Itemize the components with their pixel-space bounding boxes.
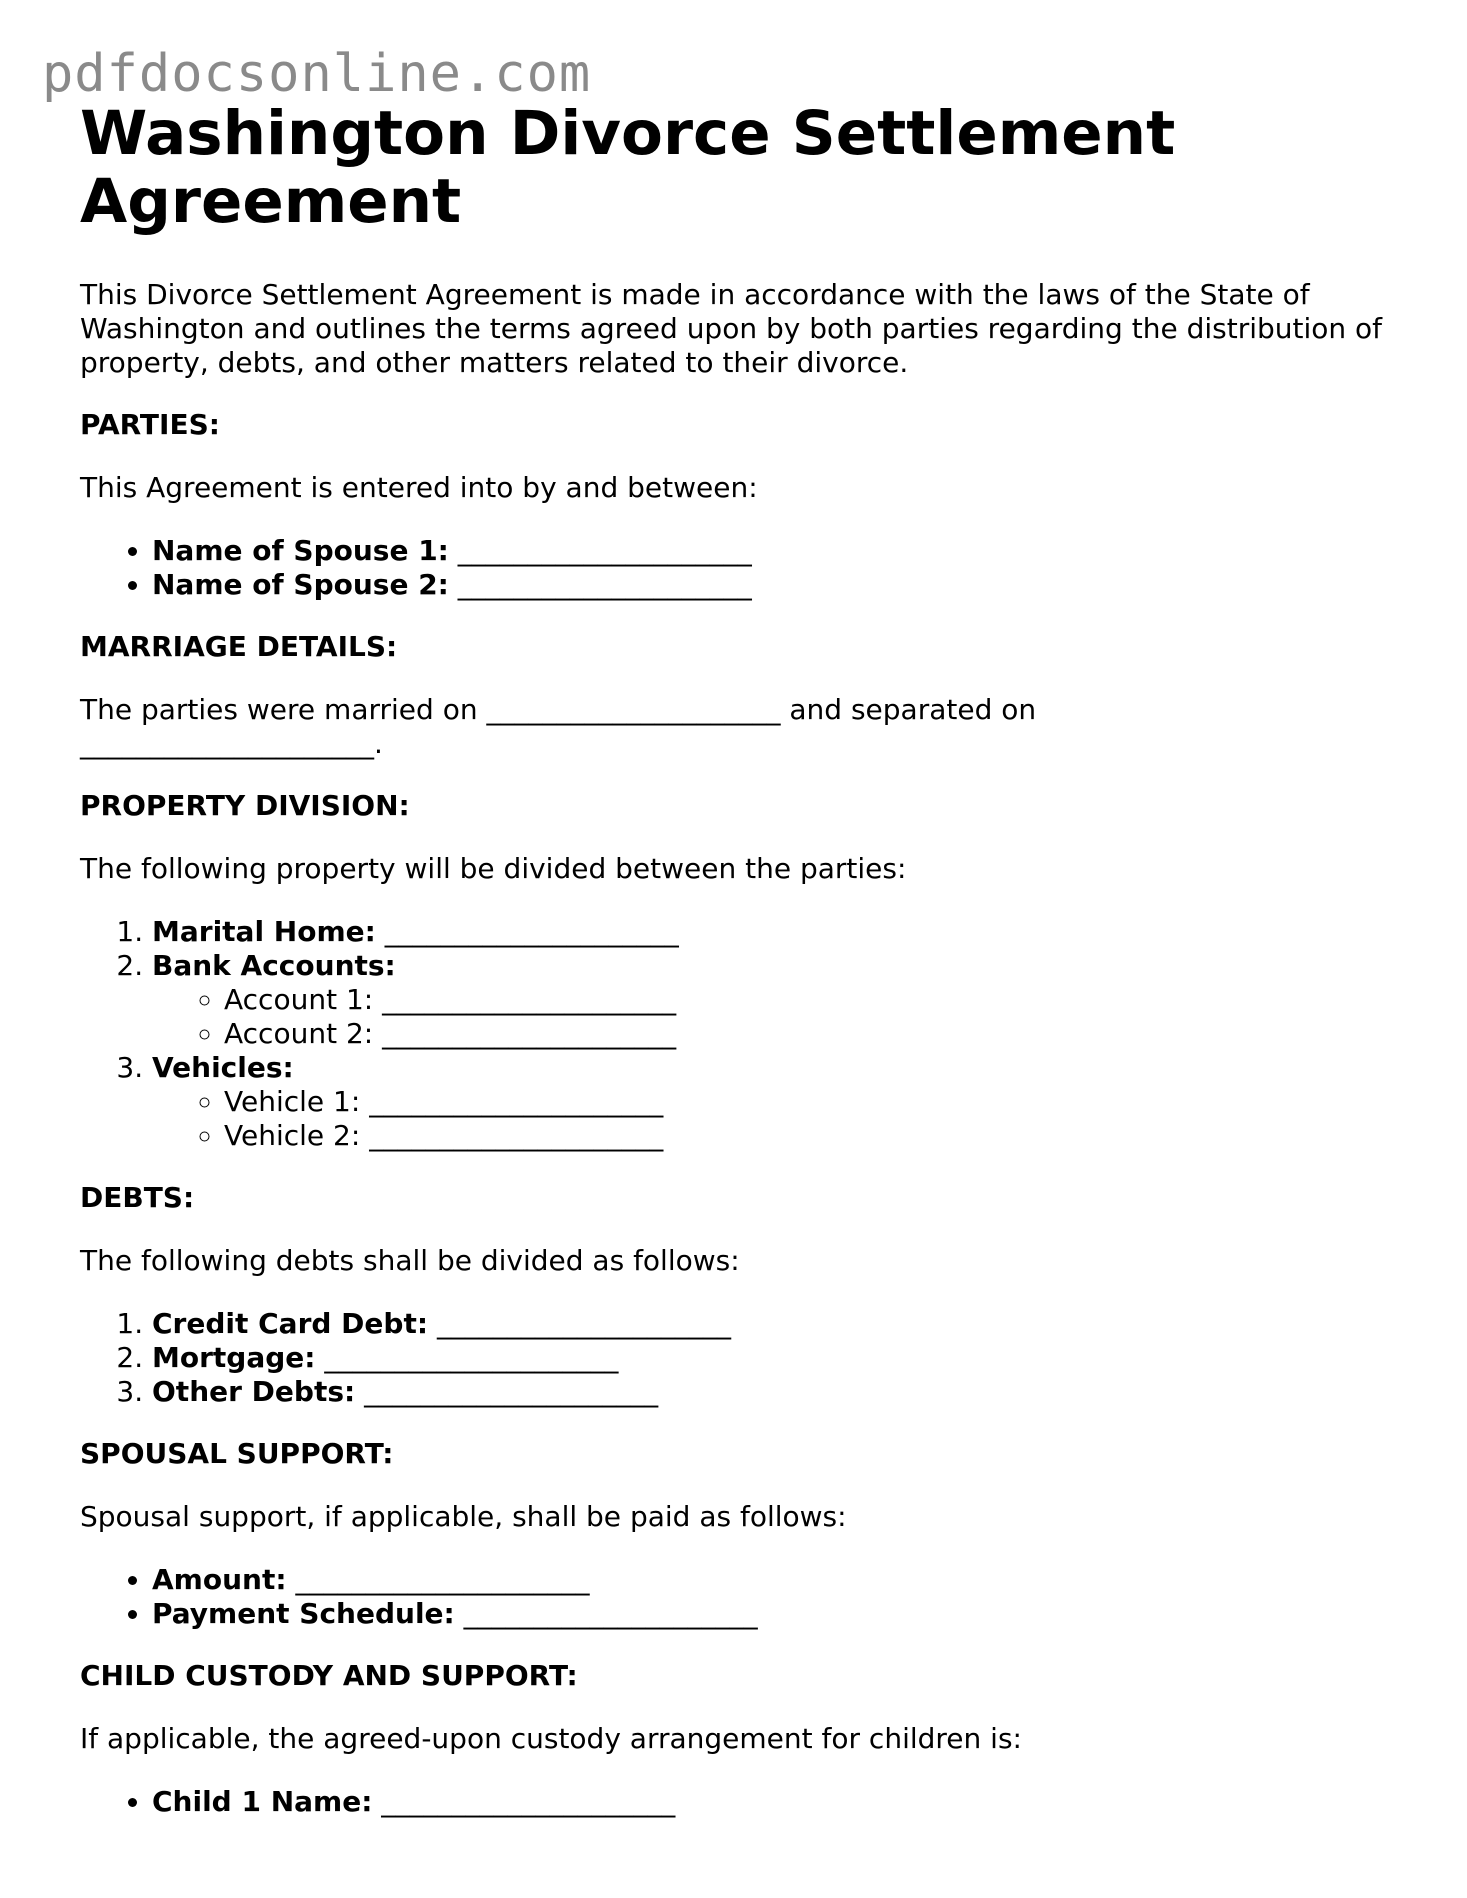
account-1-label: Account 1: xyxy=(224,983,374,1016)
list-item xyxy=(152,1341,1400,1375)
debts-heading: DEBTS: xyxy=(80,1181,195,1214)
bank-accounts-label: Bank Accounts: xyxy=(152,949,396,982)
separated-on-text: and separated on xyxy=(789,693,1037,726)
document-title: Washington Divorce Settlement Agreement xyxy=(80,98,1176,237)
spousal-support-heading: SPOUSAL SUPPORT: xyxy=(80,1437,394,1470)
list-item xyxy=(152,1051,1400,1153)
spouse-1-label: Name of Spouse 1: xyxy=(152,534,449,567)
vehicles-label: Vehicles: xyxy=(152,1051,294,1084)
list-item xyxy=(152,915,1400,949)
other-debts-blank[interactable]: _____________________ xyxy=(364,1375,659,1408)
list-item xyxy=(152,1307,1400,1341)
vehicle-2-label: Vehicle 2: xyxy=(224,1119,361,1152)
marital-home-blank[interactable]: _____________________ xyxy=(384,915,679,948)
child-custody-list xyxy=(80,1785,1400,1819)
vehicle-1-blank[interactable]: _____________________ xyxy=(369,1085,664,1118)
account-2-blank[interactable]: _____________________ xyxy=(382,1017,677,1050)
document-page xyxy=(80,100,1400,1819)
account-2-label: Account 2: xyxy=(224,1017,374,1050)
list-item xyxy=(152,1375,1400,1409)
vehicles-sublist xyxy=(152,1085,1400,1153)
property-heading: PROPERTY DIVISION: xyxy=(80,789,410,822)
mortgage-blank[interactable]: _____________________ xyxy=(324,1341,619,1374)
debts-text: The following debts shall be divided as follows: xyxy=(80,1244,740,1277)
vehicle-2-blank[interactable]: _____________________ xyxy=(369,1119,664,1152)
spouse-1-blank[interactable]: _____________________ xyxy=(457,534,752,567)
bank-accounts-sublist xyxy=(152,983,1400,1051)
married-on-text: The parties were married on xyxy=(80,693,478,726)
intro-paragraph: This Divorce Settlement Agreement is made in accordance with the laws of the State of Washington and outlines the terms agreed upon by both parties regarding the distribution of property, debts, and other matters related to their divorce. xyxy=(80,278,1383,379)
list-item xyxy=(224,1017,1400,1051)
list-item xyxy=(152,1785,1400,1819)
marital-home-label: Marital Home: xyxy=(152,915,376,948)
vehicle-1-label: Vehicle 1: xyxy=(224,1085,361,1118)
account-1-blank[interactable]: _____________________ xyxy=(382,983,677,1016)
list-item xyxy=(152,1597,1400,1631)
marriage-heading: MARRIAGE DETAILS: xyxy=(80,630,398,663)
mortgage-label: Mortgage: xyxy=(152,1341,316,1374)
married-date-blank[interactable]: _____________________ xyxy=(486,693,781,726)
amount-label: Amount: xyxy=(152,1563,287,1596)
parties-list xyxy=(80,534,1400,602)
property-text: The following property will be divided between the parties: xyxy=(80,852,907,885)
separated-date-blank[interactable]: _____________________ xyxy=(80,727,374,760)
list-item xyxy=(152,1563,1400,1597)
payment-schedule-label: Payment Schedule: xyxy=(152,1597,455,1630)
credit-card-debt-label: Credit Card Debt: xyxy=(152,1307,429,1340)
list-item xyxy=(224,1119,1400,1153)
list-item xyxy=(224,983,1400,1017)
spousal-support-text: Spousal support, if applicable, shall be paid as follows: xyxy=(80,1500,847,1533)
spouse-2-label: Name of Spouse 2: xyxy=(152,568,449,601)
list-item xyxy=(152,568,1400,602)
watermark: pdfdocsonline.com xyxy=(42,44,592,104)
marriage-text xyxy=(80,693,1400,761)
credit-card-debt-blank[interactable]: _____________________ xyxy=(436,1307,731,1340)
child-custody-heading: CHILD CUSTODY AND SUPPORT: xyxy=(80,1659,578,1692)
parties-text: This Agreement is entered into by and between: xyxy=(80,471,758,504)
spousal-support-list xyxy=(80,1563,1400,1631)
child-1-name-label: Child 1 Name: xyxy=(152,1785,373,1818)
parties-heading: PARTIES: xyxy=(80,408,220,441)
child-custody-text: If applicable, the agreed-upon custody arrangement for children is: xyxy=(80,1722,1022,1755)
other-debts-label: Other Debts: xyxy=(152,1375,356,1408)
payment-schedule-blank[interactable]: _____________________ xyxy=(463,1597,758,1630)
list-item xyxy=(152,534,1400,568)
list-item xyxy=(152,949,1400,1051)
list-item xyxy=(224,1085,1400,1119)
amount-blank[interactable]: _____________________ xyxy=(295,1563,590,1596)
spouse-2-blank[interactable]: _____________________ xyxy=(457,568,752,601)
property-list xyxy=(80,915,1400,1153)
period: . xyxy=(374,727,383,760)
child-1-name-blank[interactable]: _____________________ xyxy=(381,1785,676,1818)
debts-list xyxy=(80,1307,1400,1409)
